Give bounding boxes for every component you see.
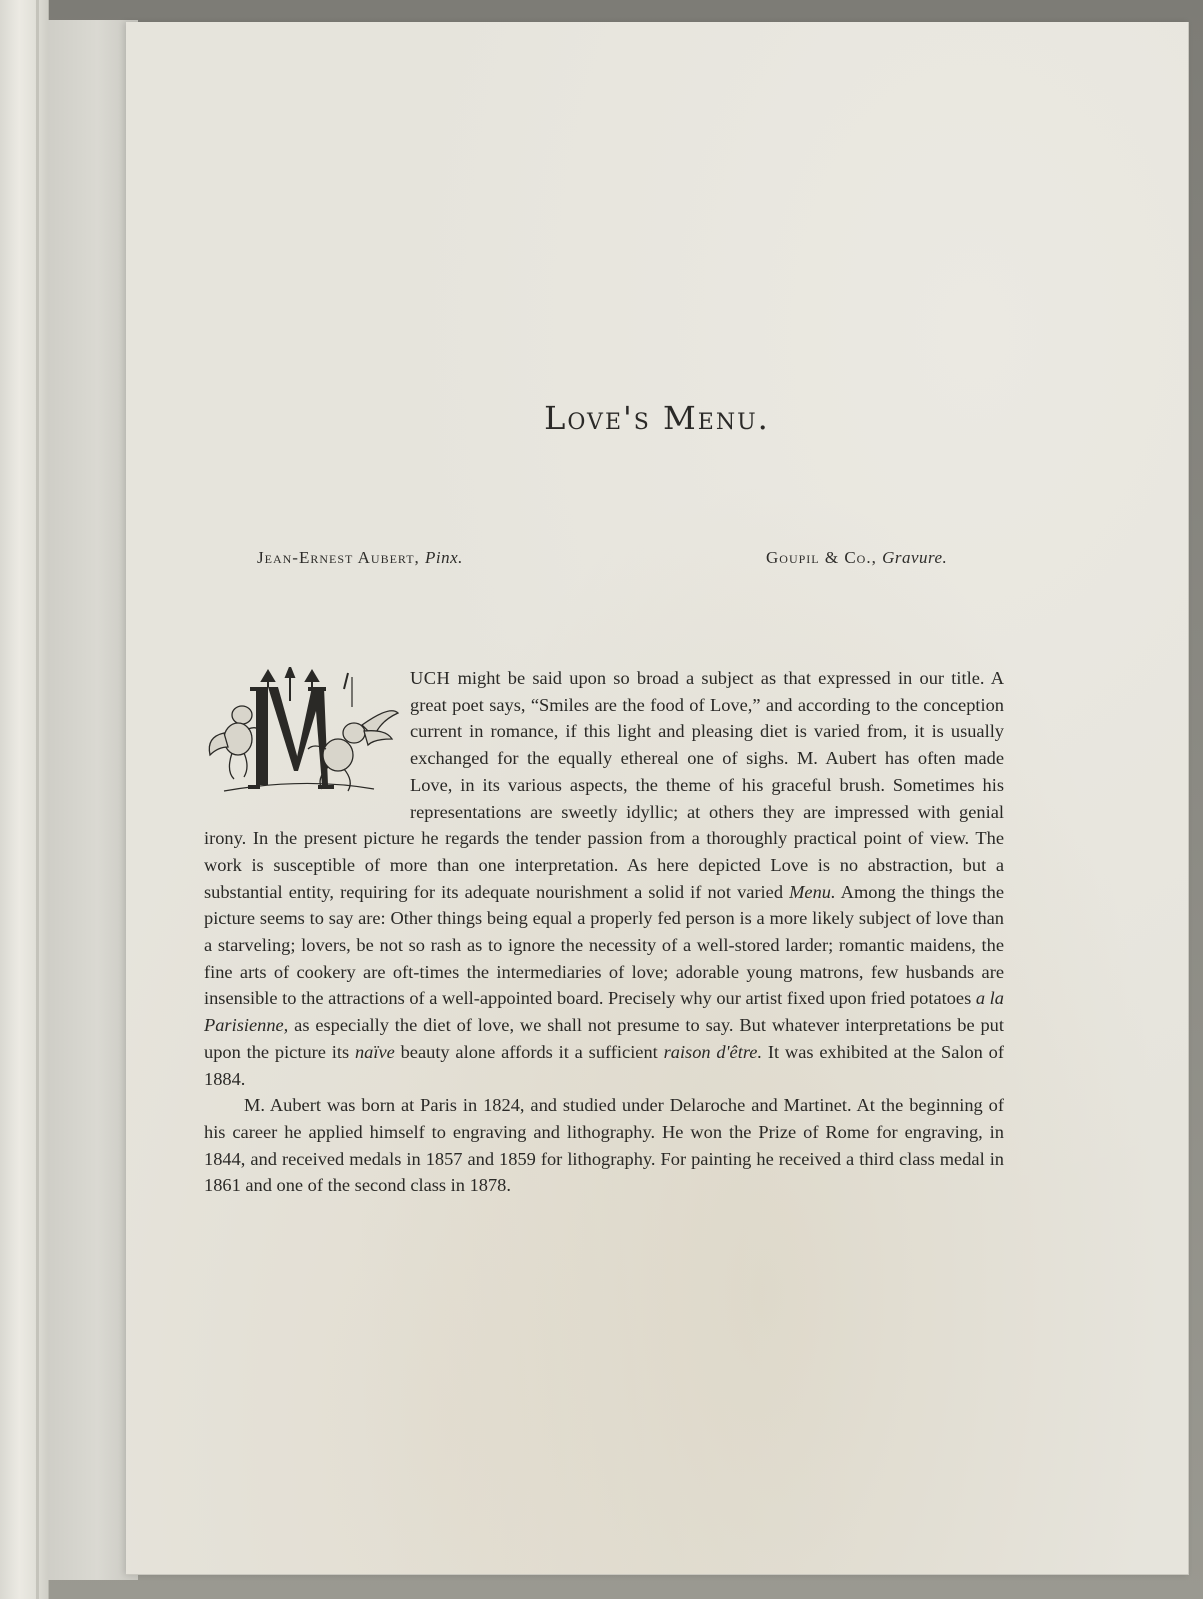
book-gutter	[48, 20, 138, 1580]
opening-word: UCH	[410, 668, 451, 688]
painter-role: Pinx.	[425, 548, 463, 567]
text-run-italic: a la Parisienne,	[204, 988, 1004, 1036]
engraver-role: Gravure.	[882, 548, 948, 567]
text-run: It was exhibited at the Salon of 1884.	[204, 1041, 1004, 1089]
article-title: Love's Menu.	[544, 399, 770, 437]
engraver-name: Goupil & Co.	[766, 548, 872, 567]
text-run: might be said upon so broad a subject as that expressed in our title. A great poet says, “Smiles are the food of Love,” and according to the conception current in romance, if this light and pleasing diet is varied from, it is usually exchanged for the equally ethereal one of sighs. M. Aubert has often made Love, in its various aspects, the theme of his graceful brush. Sometimes his representations are sweetly idyllic; at others they are impressed with genial irony. In the present picture he regards the tender passion from a thoroughly practical point of view. The work is susceptible of more than one interpretation. As here depicted Love is no abstraction, but a substantial entity, requiring for its adequate nourishment a solid if not varied	[204, 668, 1004, 902]
painter-credit: Jean-Ernest Aubert, Pinx.	[257, 548, 463, 567]
previous-pages-edge	[0, 0, 49, 1599]
paragraph-1	[204, 665, 1004, 1092]
text-run: beauty alone affords it a sufficient	[394, 1041, 664, 1062]
article-body	[204, 665, 1004, 1199]
text-run-italic: Menu.	[789, 881, 836, 902]
text-run-italic: naïve	[354, 1041, 395, 1062]
text-run: as especially the diet of love, we shall not presume to say. But whatever interpretations be put upon the picture its	[204, 1015, 1004, 1062]
engraver-credit: Goupil & Co., Gravure.	[766, 548, 948, 567]
illuminated-initial	[204, 667, 400, 799]
paragraph-2: M. Aubert was born at Paris in 1824, and studied under Delaroche and Martinet. At the beginning of his career he applied himself to engraving and lithography. He won the Prize of Rome for engraving, in 1844, and received medals in 1857 and 1859 for lithography. For painting he received a third class medal in 1861 and one of the second class in 1878.	[204, 1095, 1004, 1196]
text-run: Among the things the picture seems to say are: Other things being equal a properly fed person is a more likely subject of love than a starveling; lovers, be not so rash as to ignore the necessity of a well-stored larder; romantic maidens, the fine arts of cookery are oft-times the intermediaries of love; adorable young matrons, few husbands are insensible to the attractions of a well-appointed board. Precisely why our artist fixed upon fried potatoes	[204, 881, 1004, 1009]
book-page	[126, 22, 1189, 1575]
cherub-m-initial-icon	[204, 667, 400, 799]
painter-name: Jean-Ernest Aubert	[257, 548, 415, 567]
text-run-italic: raison d'être.	[663, 1041, 763, 1062]
